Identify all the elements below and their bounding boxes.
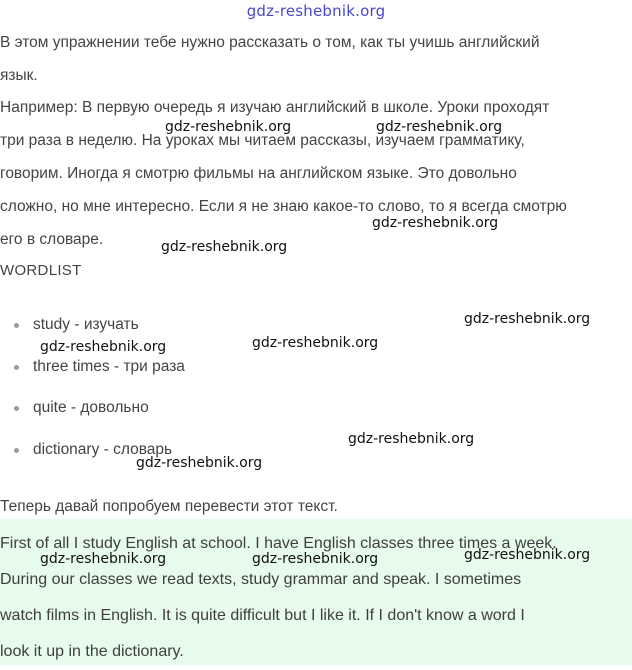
bullet-icon xyxy=(14,406,19,411)
watermark: gdz-reshebnik.org xyxy=(40,339,167,355)
wordlist-item-text: dictionary - словарь xyxy=(33,440,173,458)
example-line: говорим. Иногда я смотрю фильмы на английском языке. Это довольно xyxy=(0,165,517,182)
watermark: gdz-reshebnik.org xyxy=(376,119,503,135)
watermark: gdz-reshebnik.org xyxy=(161,239,288,255)
watermark: gdz-reshebnik.org xyxy=(252,335,379,351)
bullet-icon xyxy=(14,323,19,328)
watermark: gdz-reshebnik.org xyxy=(165,119,292,135)
answer-line: look it up in the dictionary. xyxy=(0,643,184,660)
wordlist-item-text: study - изучать xyxy=(33,316,139,333)
answer-box xyxy=(0,519,632,665)
example-line: Например: В первую очередь я изучаю английский в школе. Уроки проходят xyxy=(0,99,550,116)
intro-line: В этом упражнении тебе нужно рассказать о том, как ты учишь английский xyxy=(0,34,540,51)
example-paragraph xyxy=(0,91,612,256)
wordlist-item-text: three times - три раза xyxy=(33,357,185,375)
watermark: gdz-reshebnik.org xyxy=(136,455,263,471)
answer-line: watch films in English. It is quite difficult but I like it. If I don't know a word I xyxy=(0,607,525,624)
wordlist xyxy=(14,304,185,470)
watermark: gdz-reshebnik.org xyxy=(348,431,475,447)
answer-line: First of all I study English at school. I have English classes three times a week. xyxy=(0,535,557,552)
bullet-icon xyxy=(14,365,19,370)
translation-prompt: Теперь давай попробуем перевести этот текст. xyxy=(0,498,338,515)
watermark: gdz-reshebnik.org xyxy=(372,215,499,231)
example-line: сложно, но мне интересно. Если я не знаю какое-то слово, то я всегда смотрю xyxy=(0,198,567,215)
instructions-intro xyxy=(0,26,612,92)
watermark: gdz-reshebnik.org xyxy=(464,547,591,563)
watermark: gdz-reshebnik.org xyxy=(252,551,379,567)
wordlist-item-text: quite - довольно xyxy=(33,399,149,416)
site-watermark-header: gdz-reshebnik.org xyxy=(246,2,386,20)
watermark: gdz-reshebnik.org xyxy=(464,311,591,327)
answer-line: During our classes we read texts, study grammar and speak. I sometimes xyxy=(0,571,522,588)
intro-line: язык. xyxy=(0,67,38,84)
wordlist-heading: WORDLIST xyxy=(0,262,82,279)
wordlist-item xyxy=(14,387,185,429)
example-line: три раза в неделю. На уроках мы читаем рассказы, изучаем грамматику, xyxy=(0,132,525,149)
watermark: gdz-reshebnik.org xyxy=(40,551,167,567)
bullet-icon xyxy=(14,448,19,453)
example-line: его в словаре. xyxy=(0,231,104,248)
